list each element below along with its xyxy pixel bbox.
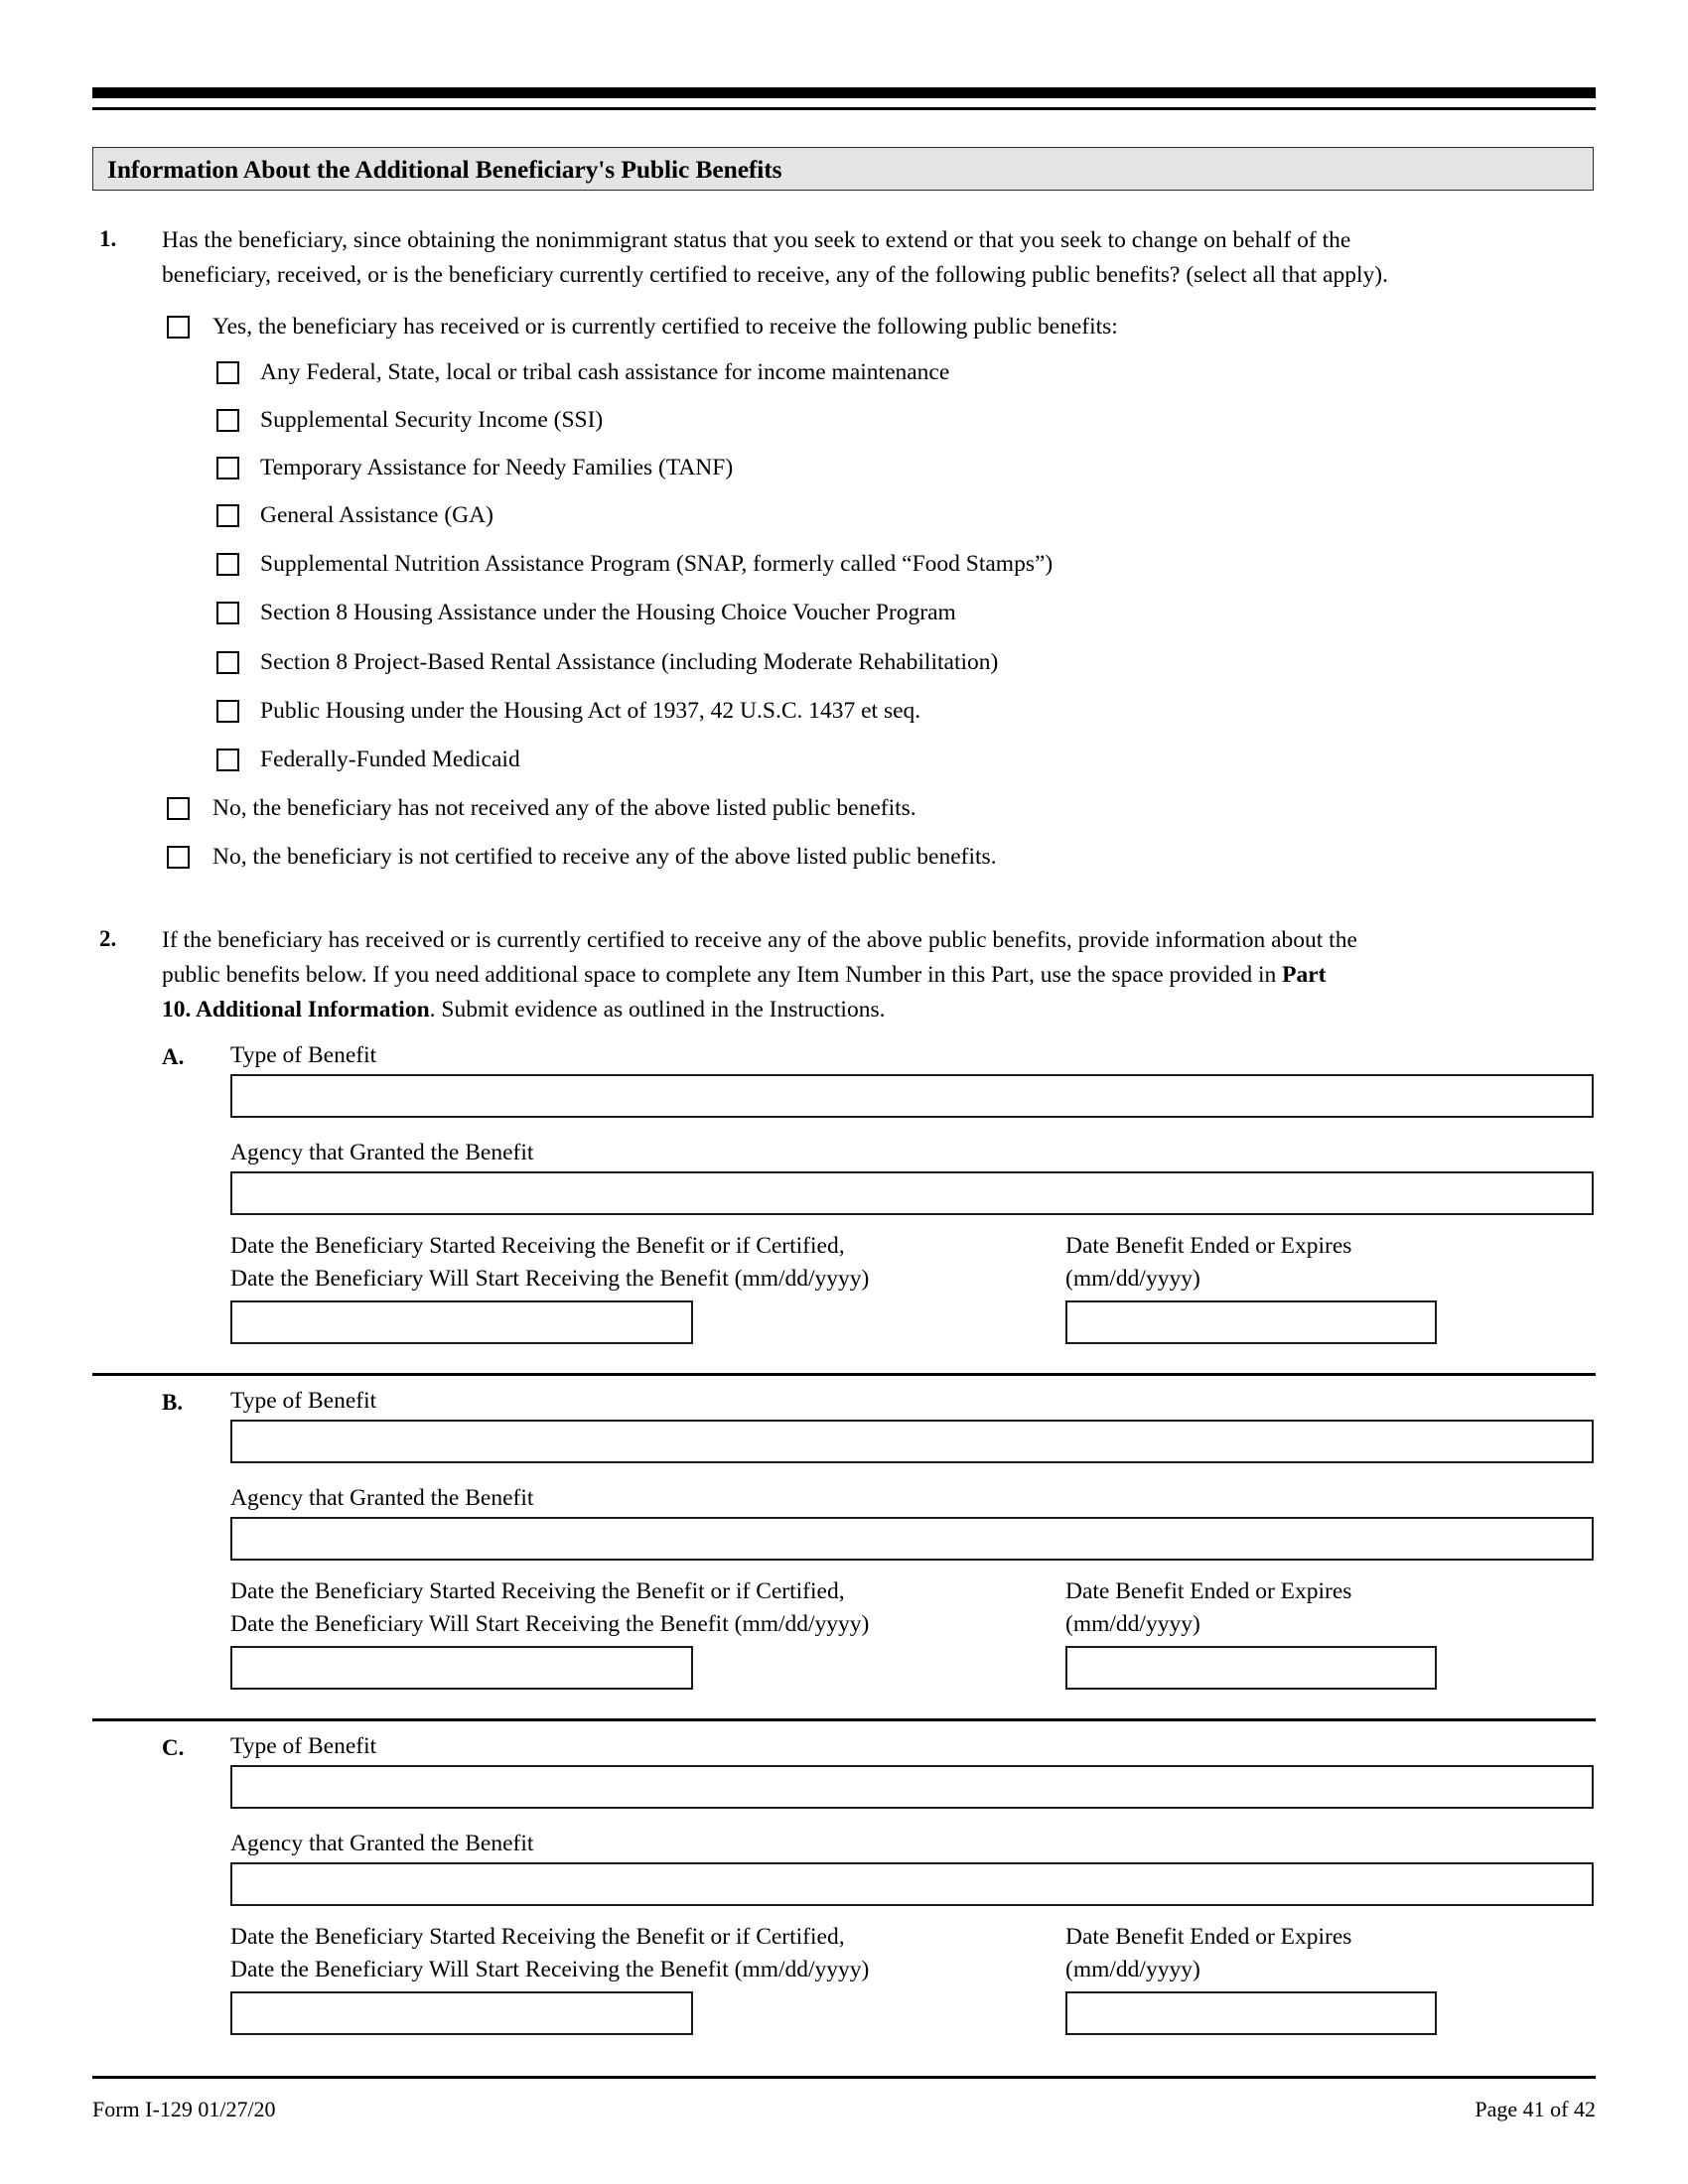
question-2-text-line-3 (162, 993, 885, 1027)
checkbox-label-benefit-general-assistance: General Assistance (GA) (260, 502, 493, 528)
entry-b-agency-label: Agency that Granted the Benefit (230, 1485, 534, 1511)
question-2-number: 2. (99, 926, 117, 951)
entry-c-type-of-benefit-label: Type of Benefit (230, 1733, 377, 1759)
question-2-text-line-1: If the beneficiary has received or is currently certified to receive any of the above public benefits, provide information about the (162, 927, 1357, 953)
checkbox-label-yes-received-benefits: Yes, the beneficiary has received or is currently certified to receive the following public benefits: (212, 314, 1118, 340)
checkbox-label-benefit-snap: Supplemental Nutrition Assistance Program (SNAP, formerly called “Food Stamps”) (260, 551, 1054, 577)
checkbox-benefit-ssi[interactable] (216, 409, 239, 432)
entry-b-agency-input[interactable] (230, 1517, 1594, 1561)
checkbox-label-no-not-certified: No, the beneficiary is not certified to receive any of the above listed public benefits. (212, 844, 997, 870)
checkbox-no-not-certified[interactable] (167, 846, 190, 869)
question-2-text-line-3-plain: . Submit evidence as outlined in the Instructions. (429, 997, 886, 1023)
question-2-part-reference-bold: Part (1282, 962, 1327, 988)
entry-c-start-date-label-line-1: Date the Beneficiary Started Receiving the Benefit or if Certified, (230, 1924, 845, 1950)
checkbox-benefit-public-housing[interactable] (216, 700, 239, 723)
checkbox-label-benefit-public-housing: Public Housing under the Housing Act of 1937, 42 U.S.C. 1437 et seq. (260, 698, 921, 724)
question-1-text-line-1: Has the beneficiary, since obtaining the nonimmigrant status that you seek to extend or that you seek to change on behalf of the (162, 227, 1351, 253)
entry-c-agency-label: Agency that Granted the Benefit (230, 1831, 534, 1856)
checkbox-label-benefit-ssi: Supplemental Security Income (SSI) (260, 407, 604, 433)
checkbox-benefit-medicaid[interactable] (216, 749, 239, 771)
entry-c-end-date-label-line-1: Date Benefit Ended or Expires (1065, 1924, 1352, 1950)
question-1-number: 1. (99, 226, 117, 251)
entry-c-letter: C. (162, 1735, 185, 1760)
checkbox-benefit-section8-voucher[interactable] (216, 602, 239, 624)
entry-c-end-date-label-line-2: (mm/dd/yyyy) (1065, 1957, 1200, 1982)
entry-b-type-of-benefit-label: Type of Benefit (230, 1388, 377, 1414)
entry-b-start-date-label-line-1: Date the Beneficiary Started Receiving the Benefit or if Certified, (230, 1578, 845, 1604)
entry-a-start-date-input[interactable] (230, 1300, 693, 1344)
question-1-text-line-2: beneficiary, received, or is the beneficiary currently certified to receive, any of the following public benefits? (select all that apply). (162, 262, 1388, 288)
footer-page-number: Page 41 of 42 (1475, 2097, 1596, 2121)
entry-separator-b-c (92, 1718, 1596, 1721)
header-thin-rule (92, 107, 1596, 110)
checkbox-label-benefit-tanf: Temporary Assistance for Needy Families (TANF) (260, 455, 734, 480)
entry-b-end-date-label-line-2: (mm/dd/yyyy) (1065, 1611, 1200, 1637)
checkbox-benefit-section8-project-based[interactable] (216, 651, 239, 674)
checkbox-benefit-tanf[interactable] (216, 457, 239, 479)
checkbox-label-benefit-cash-assistance: Any Federal, State, local or tribal cash assistance for income maintenance (260, 359, 950, 385)
entry-c-start-date-input[interactable] (230, 1991, 693, 2035)
entry-b-letter: B. (162, 1390, 184, 1415)
entry-a-start-date-label-line-1: Date the Beneficiary Started Receiving the Benefit or if Certified, (230, 1233, 845, 1259)
entry-separator-a-b (92, 1373, 1596, 1376)
checkbox-label-no-not-received: No, the beneficiary has not received any of the above listed public benefits. (212, 795, 916, 821)
entry-a-letter: A. (162, 1044, 185, 1069)
footer-form-id: Form I-129 01/27/20 (92, 2097, 276, 2121)
entry-c-end-date-input[interactable] (1065, 1991, 1437, 2035)
section-header-bar (92, 147, 1594, 191)
entry-a-type-of-benefit-label: Type of Benefit (230, 1042, 377, 1068)
checkbox-yes-received-benefits[interactable] (167, 316, 190, 339)
entry-c-start-date-label-line-2: Date the Beneficiary Will Start Receiving the Benefit (mm/dd/yyyy) (230, 1957, 870, 1982)
entry-a-agency-label: Agency that Granted the Benefit (230, 1140, 534, 1165)
entry-b-end-date-label-line-1: Date Benefit Ended or Expires (1065, 1578, 1352, 1604)
checkbox-label-benefit-section8-project-based: Section 8 Project-Based Rental Assistance (including Moderate Rehabilitation) (260, 649, 999, 675)
entry-a-type-of-benefit-input[interactable] (230, 1074, 1594, 1118)
header-thick-rule (92, 87, 1596, 98)
footer-rule (92, 2076, 1596, 2079)
entry-a-agency-input[interactable] (230, 1171, 1594, 1215)
checkbox-label-benefit-medicaid: Federally-Funded Medicaid (260, 747, 520, 772)
entry-c-agency-input[interactable] (230, 1862, 1594, 1906)
question-2-text-line-2 (162, 958, 1327, 993)
entry-a-start-date-label-line-2: Date the Beneficiary Will Start Receiving the Benefit (mm/dd/yyyy) (230, 1266, 870, 1292)
entry-c-type-of-benefit-input[interactable] (230, 1765, 1594, 1809)
entry-b-start-date-label-line-2: Date the Beneficiary Will Start Receiving the Benefit (mm/dd/yyyy) (230, 1611, 870, 1637)
section-title: Information About the Additional Beneficiary's Public Benefits (107, 155, 782, 184)
checkbox-benefit-general-assistance[interactable] (216, 504, 239, 527)
entry-a-end-date-label-line-1: Date Benefit Ended or Expires (1065, 1233, 1352, 1259)
entry-b-type-of-benefit-input[interactable] (230, 1420, 1594, 1463)
checkbox-label-benefit-section8-voucher: Section 8 Housing Assistance under the Housing Choice Voucher Program (260, 600, 956, 625)
entry-a-end-date-label-line-2: (mm/dd/yyyy) (1065, 1266, 1200, 1292)
question-2-part10-bold: 10. Additional Information (162, 997, 430, 1023)
checkbox-benefit-cash-assistance[interactable] (216, 361, 239, 384)
entry-b-start-date-input[interactable] (230, 1646, 693, 1690)
checkbox-no-not-received[interactable] (167, 797, 190, 820)
question-2-text-line-2-plain: public benefits below. If you need additional space to complete any Item Number in this Part, use the space provided in (162, 962, 1283, 988)
entry-b-end-date-input[interactable] (1065, 1646, 1437, 1690)
entry-a-end-date-input[interactable] (1065, 1300, 1437, 1344)
checkbox-benefit-snap[interactable] (216, 553, 239, 576)
